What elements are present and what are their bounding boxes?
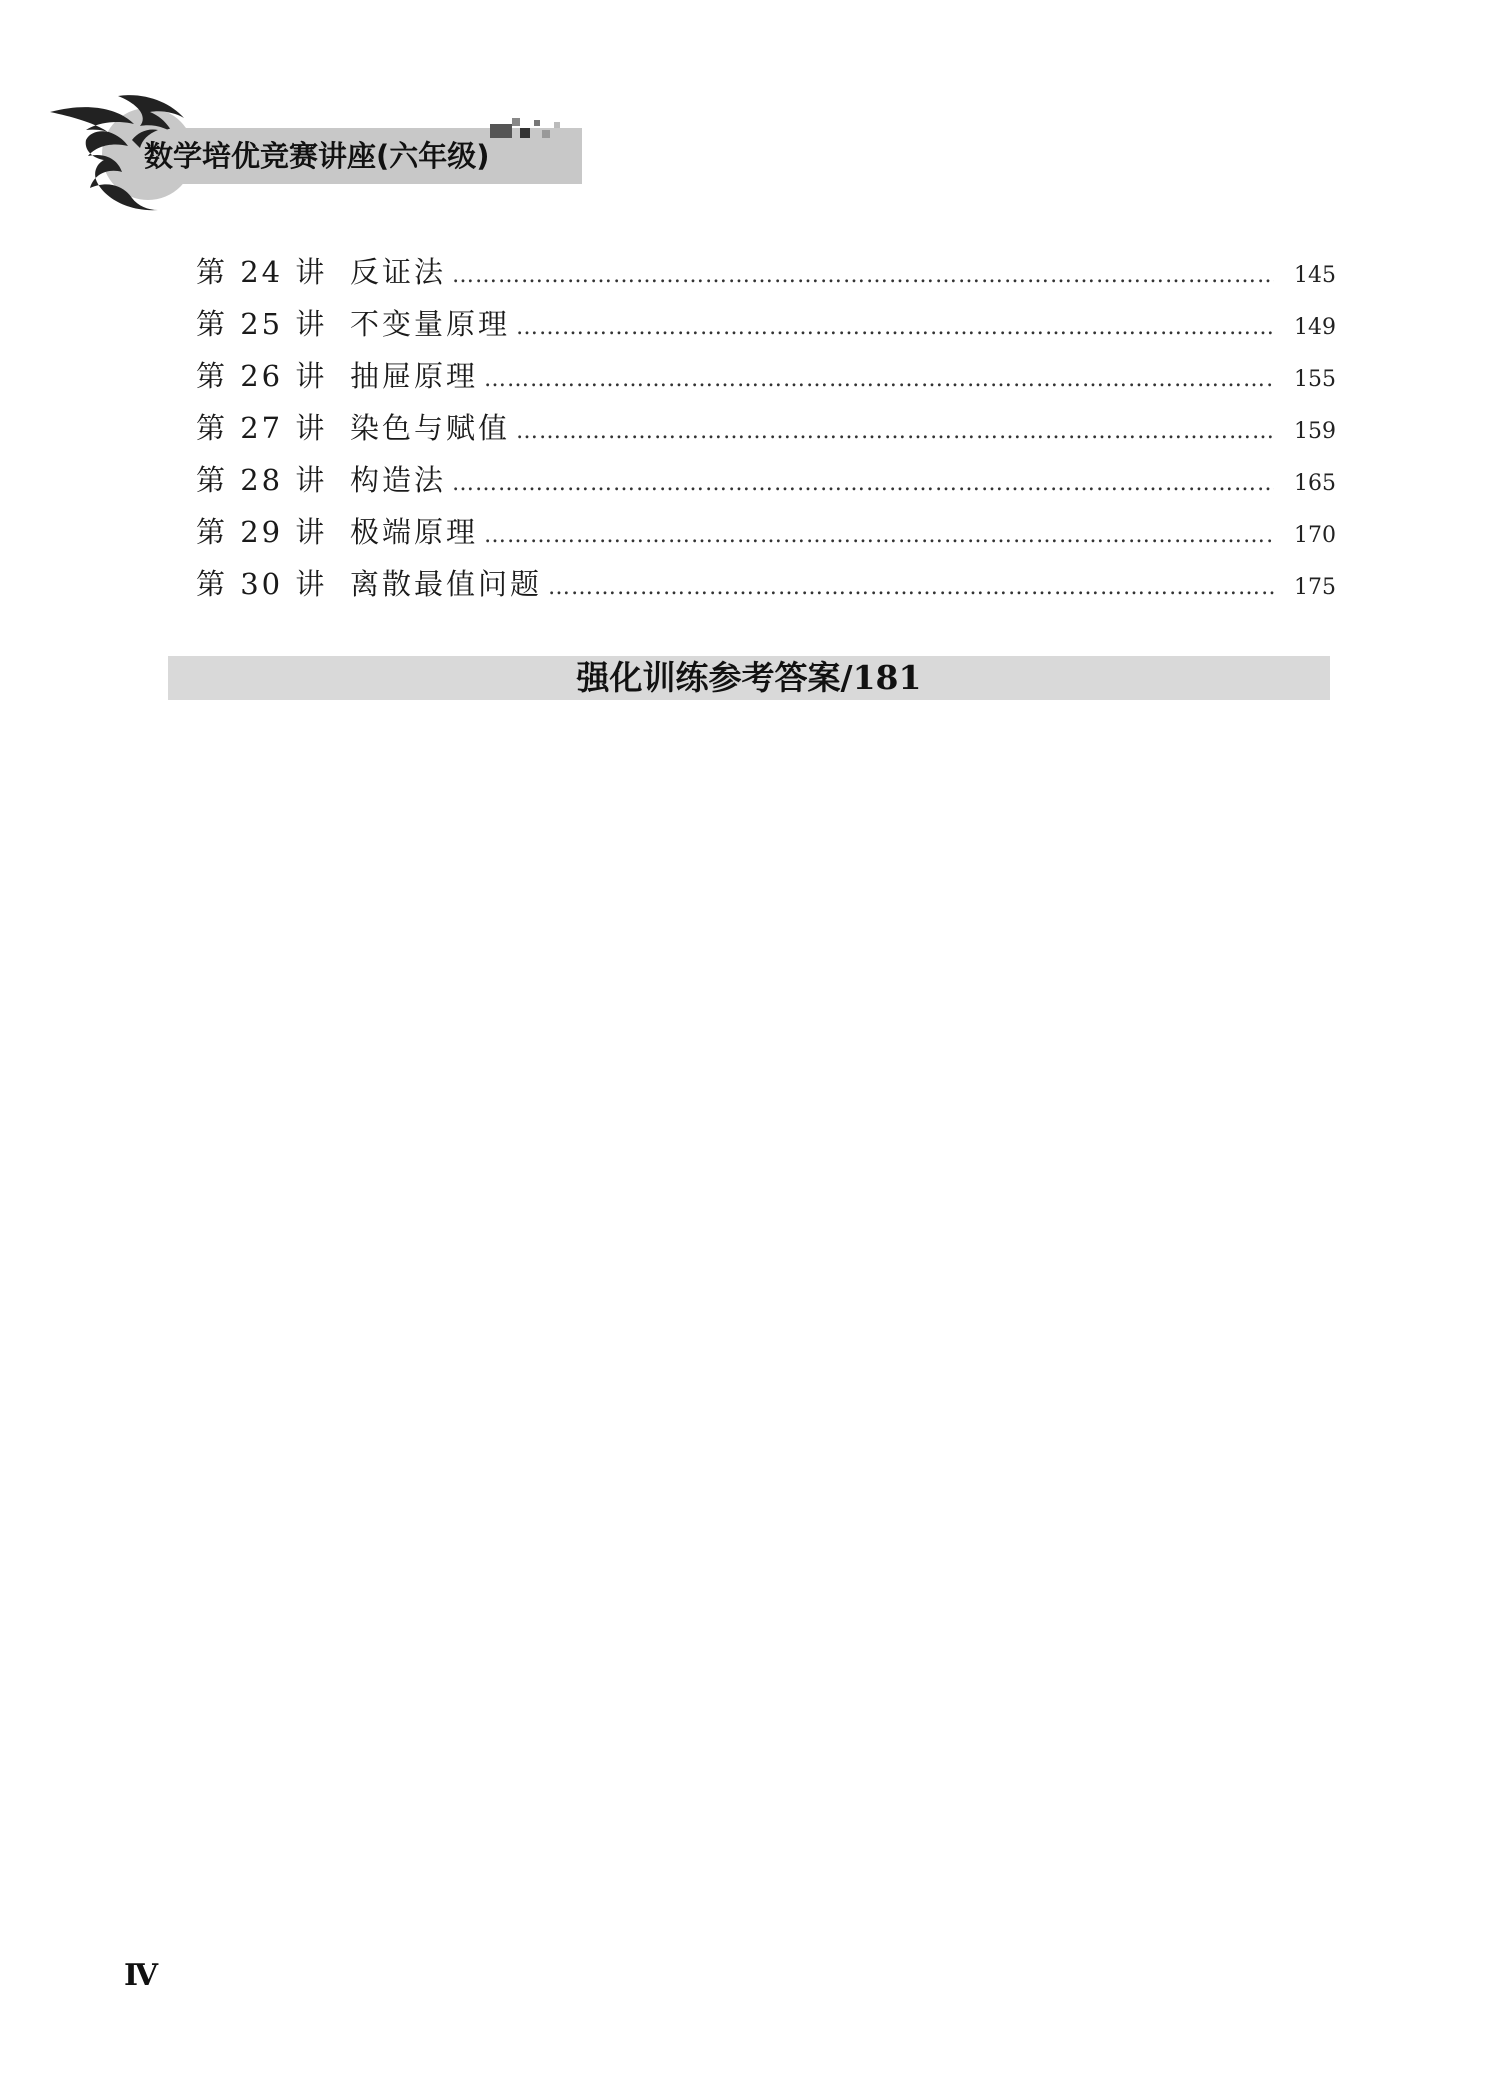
pixel-decoration-icon [490,116,580,156]
toc-entry[interactable] [196,558,1336,610]
lecture-number: 第 28 讲 [196,463,328,497]
dot-leader [484,510,1274,562]
page-number: Ⅳ [124,1958,159,1993]
table-of-contents [196,246,1336,610]
lecture-title: 构造法 [350,463,447,497]
toc-entry[interactable] [196,454,1336,506]
dot-leader [484,354,1274,406]
page-ref: 175 [1294,575,1336,600]
dot-leader [452,250,1274,302]
running-header [48,94,548,212]
page-ref: 159 [1294,419,1336,444]
page-ref: 170 [1294,523,1336,548]
dot-leader [516,406,1274,458]
dot-leader [516,302,1274,354]
dot-leader [548,562,1274,614]
page-ref: 145 [1294,263,1336,288]
book-title: 数学培优竞赛讲座(六年级) [144,139,490,173]
lecture-title: 反证法 [350,255,447,289]
toc-entry[interactable] [196,246,1336,298]
toc-entry[interactable] [196,350,1336,402]
toc-entry[interactable] [196,298,1336,350]
dot-leader [452,458,1274,510]
lecture-title: 极端原理 [350,515,479,549]
lecture-number: 第 27 讲 [196,411,328,445]
page-ref: 165 [1294,471,1336,496]
answers-section-heading[interactable]: 强化训练参考答案/181 [168,656,1330,700]
page-ref: 155 [1294,367,1336,392]
lecture-title: 不变量原理 [350,307,511,341]
lecture-title: 离散最值问题 [350,567,543,601]
lecture-number: 第 24 讲 [196,255,328,289]
lecture-number: 第 25 讲 [196,307,328,341]
lecture-title: 染色与赋值 [350,411,511,445]
toc-entry[interactable] [196,506,1336,558]
lecture-number: 第 26 讲 [196,359,328,393]
lecture-number: 第 30 讲 [196,567,328,601]
page-ref: 149 [1294,315,1336,340]
toc-entry[interactable] [196,402,1336,454]
lecture-title: 抽屉原理 [350,359,479,393]
lecture-number: 第 29 讲 [196,515,328,549]
